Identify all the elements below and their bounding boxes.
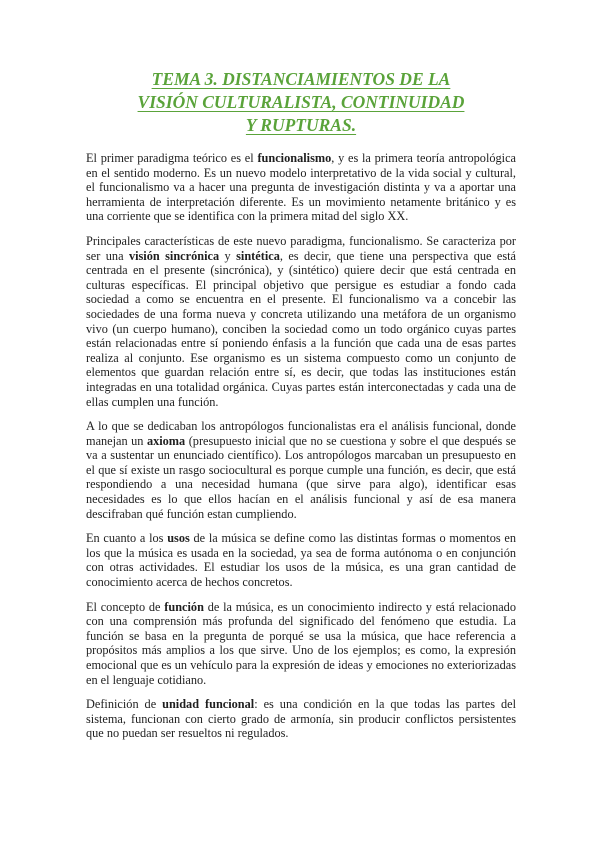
paragraph-analisis-funcional: [86, 419, 516, 521]
paragraph-caracteristicas: [86, 234, 516, 409]
text-run: Principales características de este nuevo paradigma, funcionalismo. Se caracteriza por ser una: [86, 233, 516, 263]
text-run: Definición de: [86, 697, 163, 712]
text-run: y: [219, 248, 237, 263]
paragraph-unidad-funcional: [86, 697, 516, 741]
bold-term: visión sincrónica: [128, 248, 220, 263]
text-run: El concepto de: [86, 599, 165, 614]
bold-term: función: [164, 599, 204, 614]
text-run: de la música, es un conocimiento indirecto y está relacionado con una comprensión más profunda del significado del fenómeno que estudia. La función se basa en la pregunta de porqué se usa la música, que hace referencia a propósitos más amplios a los que sirve. Uno de los ejemplos; es como, la expresión emocional que es un vehículo para la expresión de ideas y emociones no exteriorizadas en el lenguaje cotidiano.: [86, 599, 516, 687]
bold-term: sintética: [236, 248, 280, 263]
bold-term: unidad funcional: [162, 697, 255, 712]
title-line-2: VISIÓN CULTURALISTA, CONTINUIDAD: [137, 92, 465, 112]
title-line-3: Y RUPTURAS.: [245, 115, 357, 135]
text-run: , y es la primera teoría antropológica en el sentido moderno. Es un nuevo modelo interpretativo de la vida social y cultural, el funcionalismo va a hacer una pregunta de investigación distinta y va a aportar una herramienta de interpretación diferente. Es un movimiento netamente británico y es una corriente que se identifica con la primera mitad del siglo XX.: [86, 151, 517, 224]
text-run: : es una condición en la que todas las partes del sistema, funcionan con cierto grado de armonía, sin producir conflictos persistentes que no puedan ser resueltos ni regulados.: [86, 697, 516, 741]
paragraph-funcionalismo-intro: [86, 151, 516, 224]
paragraph-funcion: [86, 600, 516, 688]
document-title: [86, 68, 516, 137]
paragraph-usos: [86, 531, 516, 589]
text-run: (presupuesto inicial que no se cuestiona y sobre el que después se va a sustentar un enunciado científico). Los antropólogos marcaban un presupuesto en el que sí existe un rasgo sociocultural es porque cumple una función, es decir, que está respondiendo a una necesidad humana (que sirve para algo), identificar esas necesidades es lo que ellos hacían en el análisis funcional y así de esa manera descifraban qué función estan cumpliendo.: [86, 433, 516, 521]
text-run: A lo que se dedicaban los antropólogos funcionalistas era el análisis funcional, donde manejan un: [86, 419, 516, 448]
text-run: En cuanto a los: [86, 531, 168, 546]
text-run: , es decir, que tiene una perspectiva que está centrada en el presente (sincrónica), y (sintético) quiere decir que está centrada en culturas específicas. El principal objetivo que persigue es estudiar a fondo cada sociedad a como se encuentra en el presente. El funcionalismo va a concebir las sociedades de una forma nueva y concreta utilizando una metáfora de un organismo vivo (un cuerpo humano), conciben la sociedad como un todo orgánico cuyas partes están relacionadas entre sí poniendo énfasis a la función que cada una de esas partes realiza al conjunto. Ese organismo es un sistema compuesto como un conjunto de elementos que guardan relación entre sí, es decir, que todas las instituciones están integradas en una totalidad orgánica. Cuyas partes están interconectadas y cada una de ellas cumplen una función.: [86, 248, 517, 409]
text-run: El primer paradigma teórico es el: [86, 151, 258, 165]
bold-term: funcionalismo: [257, 151, 332, 165]
text-run: de la música se define como las distintas formas o momentos en los que la música es usada en la sociedad, ya sea de forma autónoma o en conjunción con otras actividades. El estudiar los usos de la música, es una gran cantidad de conocimiento acerca de hechos concretos.: [86, 531, 517, 590]
bold-term: axioma: [146, 433, 186, 448]
title-line-1: TEMA 3. DISTANCIAMIENTOS DE LA: [151, 69, 451, 89]
bold-term: usos: [167, 531, 190, 546]
